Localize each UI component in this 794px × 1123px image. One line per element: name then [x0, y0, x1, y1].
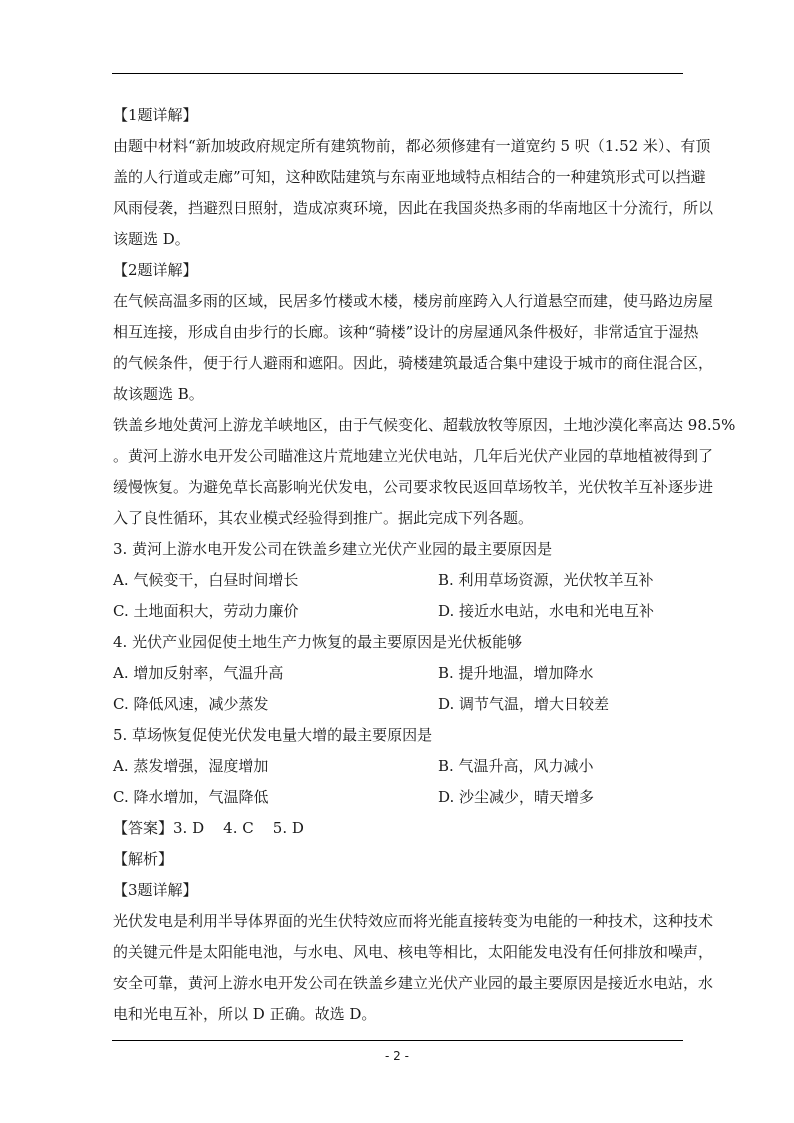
question-4-stem: 4. 光伏产业园促使土地生产力恢复的最主要原因是光伏板能够: [113, 633, 523, 651]
q2-line-3: 的气候条件，便于行人避雨和遮阳。因此，骑楼建筑最适合集中建设于城市的商住混合区，: [113, 354, 714, 372]
q3-line-4: 电和光电互补，所以 D 正确。故选 D。: [113, 1005, 377, 1023]
question-5-option-a: A. 蒸发增强，湿度增加: [113, 757, 269, 775]
question-5-stem: 5. 草场恢复促使光伏发电量大增的最主要原因是: [113, 726, 433, 744]
q2-line-4: 故该题选 B。: [113, 385, 204, 403]
q2-line-1: 在气候高温多雨的区域，民居多竹楼或木楼，楼房前座跨入人行道悬空而建，使马路边房屋: [113, 292, 714, 310]
question-3-option-b: B. 利用草场资源，光伏牧羊互补: [438, 571, 654, 589]
question-3-option-c: C. 土地面积大，劳动力廉价: [113, 602, 299, 620]
question-5-option-d: D. 沙尘减少，晴天增多: [438, 788, 595, 806]
page-content: [113, 100, 736, 1030]
question-4-option-c: C. 降低风速，减少蒸发: [113, 695, 269, 713]
question-5-option-b: B. 气温升高，风力减小: [438, 757, 594, 775]
question-3-options-row-2: [113, 596, 683, 627]
answer-line: 【答案】3. D 4. C 5. D: [113, 819, 304, 837]
passage-line-1: 铁盖乡地处黄河上游龙羊峡地区，由于气候变化、超载放牧等原因，土地沙漠化率高达 98.5%: [113, 416, 736, 434]
question-4-option-a: A. 增加反射率，气温升高: [113, 664, 284, 682]
q1-heading: 【1题详解】: [113, 106, 198, 124]
passage-line-3: 缓慢恢复。为避免草长高影响光伏发电，公司要求牧民返回草场牧羊，光伏牧羊互补逐步进: [113, 478, 714, 496]
passage-line-4: 入了良性循环，其农业模式经验得到推广。据此完成下列各题。: [113, 509, 534, 527]
question-3-option-a: A. 气候变干，白昼时间增长: [113, 571, 299, 589]
page-number: - 2 -: [385, 1049, 409, 1063]
question-3-option-d: D. 接近水电站，水电和光电互补: [438, 602, 655, 620]
q1-line-2: 盖的人行道或走廊”可知，这种欧陆建筑与东南亚地域特点相结合的一种建筑形式可以挡避: [113, 168, 706, 186]
analysis-heading: 【解析】: [113, 850, 174, 868]
q1-line-3: 风雨侵袭，挡避烈日照射，造成凉爽环境，因此在我国炎热多雨的华南地区十分流行，所以: [113, 199, 714, 217]
q2-heading: 【2题详解】: [113, 261, 198, 279]
q3-line-2: 的关键元件是太阳能电池，与水电、风电、核电等相比，太阳能发电没有任何排放和噪声，: [113, 943, 714, 961]
question-4-options-row-2: [113, 689, 683, 720]
question-4-option-d: D. 调节气温，增大日较差: [438, 695, 610, 713]
q3-line-3: 安全可靠，黄河上游水电开发公司在铁盖乡建立光伏产业园的最主要原因是接近水电站，水: [113, 974, 714, 992]
q2-line-2: 相互连接，形成自由步行的长廊。该种“骑楼”设计的房屋通风条件极好，非常适宜于湿热: [113, 323, 699, 341]
header-rule: [112, 73, 683, 74]
q1-line-4: 该题选 D。: [113, 230, 190, 248]
question-5-option-c: C. 降水增加，气温降低: [113, 788, 269, 806]
question-4-options-row-1: [113, 658, 683, 689]
footer-rule: [112, 1040, 683, 1041]
passage-line-2: 。黄河上游水电开发公司瞄准这片荒地建立光伏电站，几年后光伏产业园的草地植被得到了: [113, 447, 714, 465]
question-5-options-row-2: [113, 782, 683, 813]
q3-heading: 【3题详解】: [113, 881, 198, 899]
question-3-stem: 3. 黄河上游水电开发公司在铁盖乡建立光伏产业园的最主要原因是: [113, 540, 553, 558]
q1-line-1: 由题中材料“新加坡政府规定所有建筑物前，都必须修建有一道宽约 5 呎（1.52 米）、有顶: [113, 137, 711, 155]
question-5-options-row-1: [113, 751, 683, 782]
question-4-option-b: B. 提升地温，增加降水: [438, 664, 594, 682]
q3-line-1: 光伏发电是利用半导体界面的光生伏特效应而将光能直接转变为电能的一种技术，这种技术: [113, 912, 714, 930]
question-3-options-row-1: [113, 565, 683, 596]
